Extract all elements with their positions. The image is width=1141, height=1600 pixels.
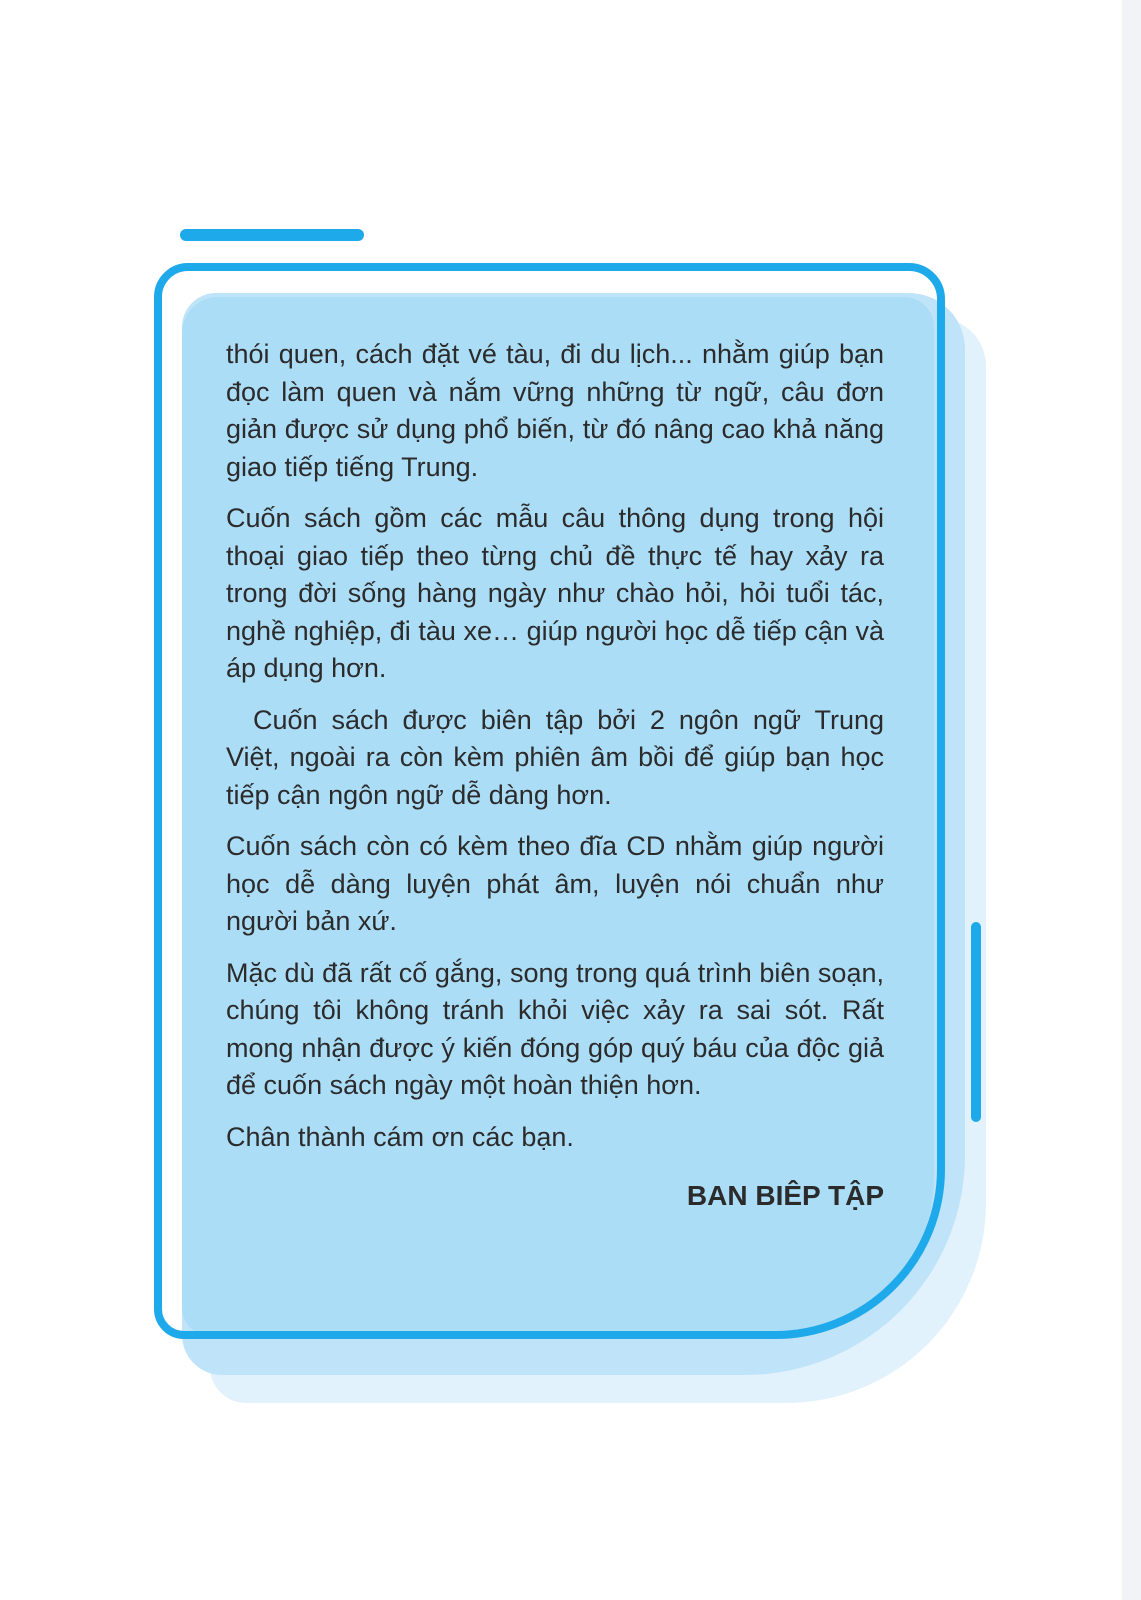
paragraph-thanks: Chân thành cám ơn các bạn.: [226, 1121, 574, 1152]
paragraph-feedback: Mặc dù đã rất cố gắng, song trong quá trình biên soạn, chúng tôi không tránh khỏi việc xảy ra sai sót. Rất mong nhận được ý kiến đóng góp quý báu của độc giả để cuốn sách ngày một hoàn thiện hơn.: [226, 957, 884, 1100]
page-edge-strip: [1122, 0, 1141, 1600]
paragraph-content-overview: Cuốn sách gồm các mẫu câu thông dụng trong hội thoại giao tiếp theo từng chủ đề thực tế hay xảy ra trong đời sống hàng ngày như chào hỏi, hỏi tuổi tác, nghề nghiệp, đi tàu xe… giúp người học dễ tiếp cận và áp dụng hơn.: [226, 503, 884, 683]
top-accent-bar: [180, 229, 364, 241]
paragraph-intro-continued: thói quen, cách đặt vé tàu, đi du lịch... nhằm giúp bạn đọc làm quen và nắm vững những từ ngữ, câu đơn giản được sử dụng phổ biến, từ đó nâng cao khả năng giao tiếp tiếng Trung.: [226, 339, 884, 482]
paragraph-cd: Cuốn sách còn có kèm theo đĩa CD nhằm giúp người học dễ dàng luyện phát âm, luyện nói chuẩn như người bản xứ.: [226, 831, 884, 936]
editorial-signature: BAN BIÊP TẬP: [686, 1180, 884, 1211]
paragraph-bilingual: Cuốn sách được biên tập bởi 2 ngôn ngữ Trung Việt, ngoài ra còn kèm phiên âm bồi để giúp bạn học tiếp cận ngôn ngữ dễ dàng hơn.: [226, 704, 884, 810]
preface-text: [226, 336, 884, 1170]
side-accent-bar: [971, 922, 981, 1122]
